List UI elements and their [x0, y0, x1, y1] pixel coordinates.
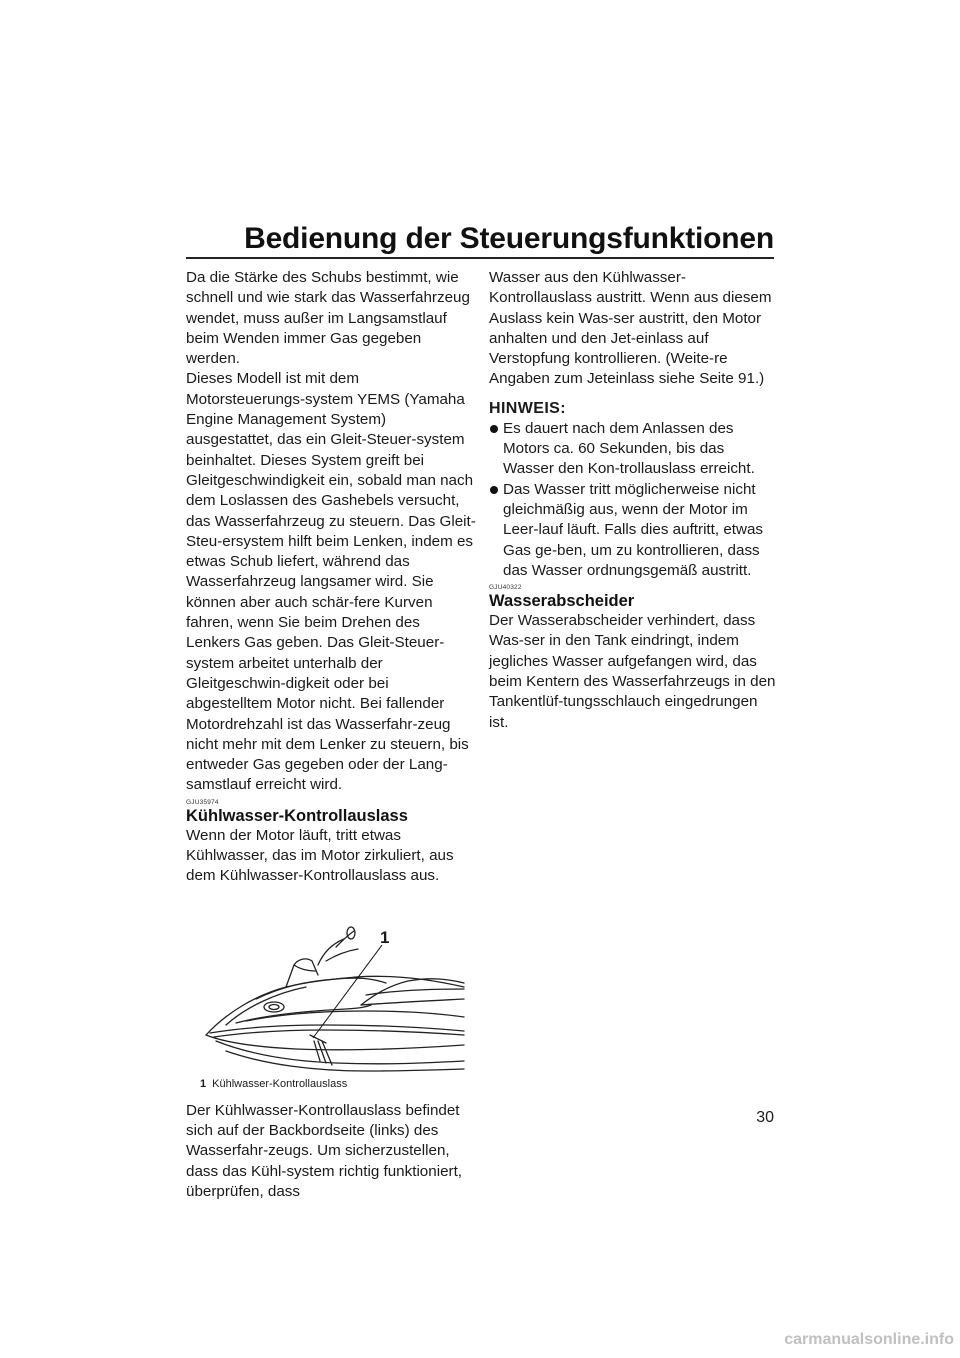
- section-heading-water-separator: Wasserabscheider: [489, 592, 635, 611]
- hinweis-item: [489, 480, 779, 581]
- figure-callout-number: 1: [380, 927, 390, 947]
- watermark: carmanualsonline.info: [784, 1331, 954, 1348]
- figure-caption: [200, 1077, 476, 1091]
- coolant-outlet-location-text: Der Kühlwasser-Kontrollauslass befindet sich auf der Backbordseite (links) des Wasserfahr-zeugs. Um sicherzustellen, dass das Kühl-system richtig funktioniert, überprüfen, dass: [186, 1101, 463, 1200]
- intro-paragraph-1: Da die Stärke des Schubs bestimmt, wie schnell und wie stark das Wasserfahrzeug wendet, muss außer im Langsamstlauf beim Wenden immer Gas gegeben werden.: [186, 269, 470, 368]
- intro-paragraph-2: Dieses Modell ist mit dem Motorsteuerungs-system YEMS (Yamaha Engine Management System) ausgestattet, das ein Gleit-Steuer-system beinhaltet. Dieses System greift bei Gleitgeschwindigkeit ein, sobald man nach dem Loslassen des Gashebels versucht, das Wasserfahrzeug zu steuern. Das Gleit-Steu-ersystem hilft beim Lenken, indem es etwas Schub liefert, während das Wasserfahrzeug langsamer wird. Sie können aber auch schär-fere Kurven fahren, wenn Sie beim Drehen des Lenkers Gas geben. Das Gleit-Steuer-system arbeitet unterhalb der Gleitgeschwin-digkeit oder bei abgestelltem Motor nicht. Bei fallender Motordrehzahl ist das Wasserfahr-zeug nicht mehr mit dem Lenker zu steuern, bis entweder Gas gegeben oder der Lang-samstlauf erreicht wird.: [186, 370, 476, 794]
- hinweis-list: [489, 419, 779, 581]
- bullet-icon: [490, 486, 498, 494]
- water-separator-text: Der Wasserabscheider verhindert, dass Was-ser in den Tank eindringt, indem jegliches Wasser aufgefangen wird, das beim Kentern des Wasserfahrzeugs in den Tankentlüf-tungsschlauch eingedrungen ist.: [489, 612, 776, 731]
- bullet-icon: [490, 425, 498, 433]
- section-code: GJU40322: [489, 584, 522, 592]
- hinweis-item-text: Das Wasser tritt möglicherweise nicht gleichmäßig aus, wenn der Motor im Leer-lauf läuft. Falls dies auftritt, etwas Gas ge-ben, um zu kontrollieren, dass das Wasser ordnungsgemäß austritt.: [503, 480, 763, 579]
- watercraft-illustration: [186, 895, 476, 1073]
- page-number: 30: [756, 1109, 774, 1126]
- right-column: [489, 268, 779, 733]
- title-rule: [186, 257, 774, 259]
- section-code: GJU35974: [186, 798, 219, 806]
- section-heading-coolant-outlet: Kühlwasser-Kontrollauslass: [186, 806, 408, 825]
- continued-text: Wasser aus den Kühlwasser-Kontrollauslass austritt. Wenn aus diesem Auslass kein Was-ser austritt, den Motor anhalten und den Jet-einlass auf Verstopfung kontrollieren. (Weite-re Angaben zum Jeteinlass siehe Seite 91.): [489, 269, 772, 388]
- hinweis-item: [489, 419, 779, 480]
- hinweis-item-text: Es dauert nach dem Anlassen des Motors ca. 60 Sekunden, bis das Wasser den Kon-trollauslass erreicht.: [503, 419, 755, 478]
- coolant-outlet-text: Wenn der Motor läuft, tritt etwas Kühlwasser, das im Motor zirkuliert, aus dem Kühlwasser-Kontrollauslass aus.: [186, 826, 454, 885]
- caption-text: Kühlwasser-Kontrollauslass: [212, 1077, 348, 1090]
- hinweis-label: HINWEIS:: [489, 399, 566, 417]
- left-column: [186, 268, 476, 1202]
- page-title: Bedienung der Steuerungsfunktionen: [244, 222, 774, 255]
- caption-number: 1: [200, 1077, 207, 1090]
